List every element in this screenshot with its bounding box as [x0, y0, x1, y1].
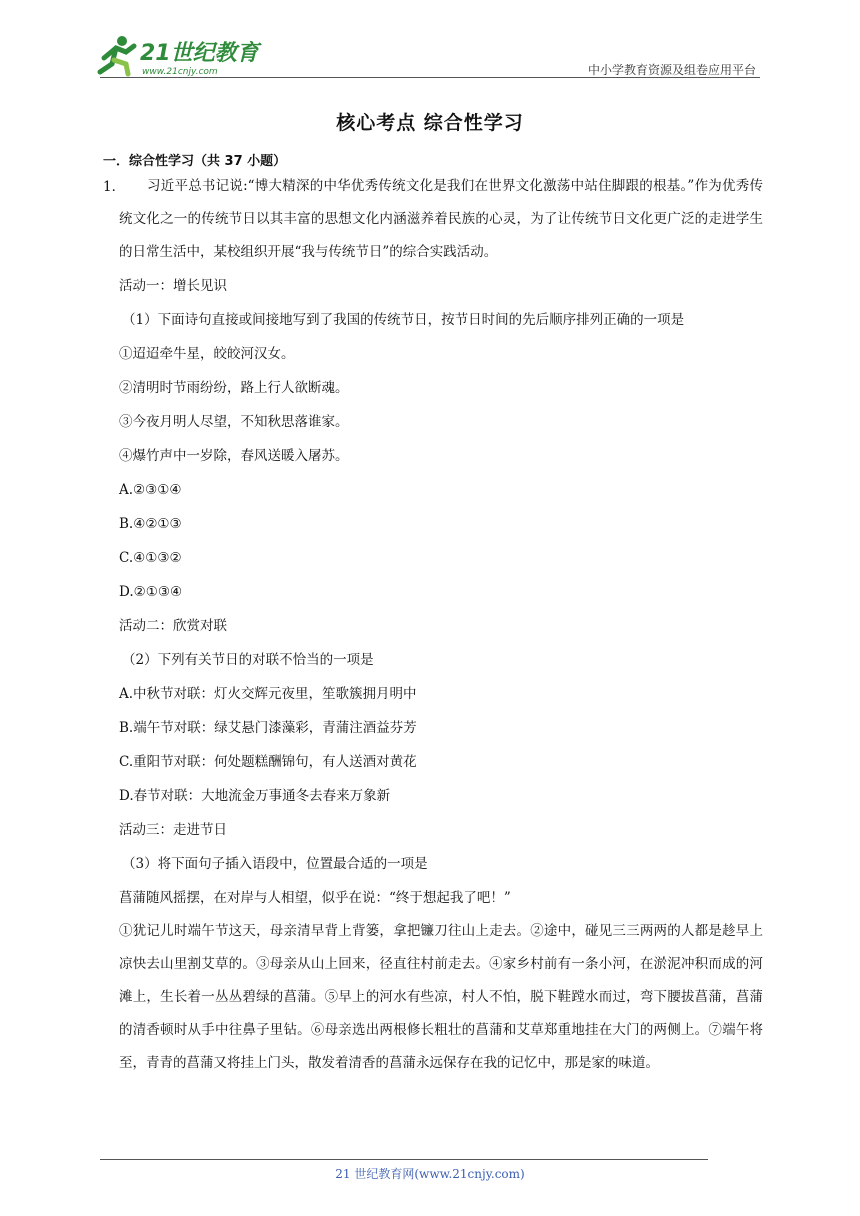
option-b: B.端午节对联：绿艾悬门漆藻彩，青蒲注酒益芬芳: [119, 720, 417, 736]
question-intro: 习近平总书记说:“博大精深的中华优秀传统文化是我们在世界文化激荡中站住脚跟的根基。”作为优秀传统文化之一的传统节日以其丰富的思想文化内涵滋养着民族的心灵，为了让传统节日文化更广泛的走进学生的日常生活中，某校组织开展“我与传统节日”的综合实践活动。: [119, 178, 763, 260]
activity-2-heading: 活动二：欣赏对联: [119, 618, 227, 634]
poem-line: ②清明时节雨纷纷，路上行人欲断魂。: [119, 380, 349, 396]
platform-name: 中小学教育资源及组卷应用平台: [587, 63, 756, 77]
site-logo[interactable]: [94, 34, 264, 80]
question-1: [103, 170, 763, 1080]
option-d: D.春节对联：大地流金万事通冬去春来万象新: [119, 788, 391, 804]
reading-passage: ①犹记儿时端午节这天，母亲清早背上背篓，拿把镰刀往山上走去。②途中，碰见三三两两的人都是趁早上凉快去山里割艾草的。③母亲从山上回来，径直往村前走去。④家乡村前有一条小河，在淤泥冲积而成的河滩上，生长着一丛丛碧绿的菖蒲。⑤早上的河水有些凉，村人不怕，脱下鞋蹚水而过，弯下腰拔菖蒲，菖蒲的清香顿时从手中往鼻子里钻。⑥母亲选出两根修长粗壮的菖蒲和艾草郑重地挂在大门的两侧上。⑦端午将至，青青的菖蒲又将挂上门头，散发着清香的菖蒲永远保存在我的记忆中，那是家的味道。: [119, 923, 763, 1071]
poem-line: ③今夜月明人尽望，不知秋思落谁家。: [119, 414, 349, 430]
option-a: A.②③①④: [119, 482, 182, 498]
insert-sentence: 菖蒲随风摇摆，在对岸与人相望，似乎在说：“终于想起我了吧！”: [119, 890, 511, 906]
option-b: B.④②①③: [119, 516, 182, 532]
footer-link[interactable]: 21 世纪教育网(www.21cnjy.com): [335, 1167, 525, 1181]
option-d: D.②①③④: [119, 584, 183, 600]
page-title: 核心考点 综合性学习: [336, 112, 524, 134]
question-content: [103, 170, 763, 1080]
option-c: C.重阳节对联：何处题糕酬锦句，有人送酒对黄花: [119, 754, 417, 770]
runner-logo-icon: [94, 34, 264, 80]
sub-question-3: （3）将下面句子插入语段中，位置最合适的一项是: [122, 856, 428, 872]
question-body: [119, 170, 763, 1080]
page-header: [0, 0, 860, 90]
poem-line: ④爆竹声中一岁除，春风送暖入屠苏。: [119, 448, 349, 464]
sub-question-1: （1）下面诗句直接或间接地写到了我国的传统节日，按节日时间的先后顺序排列正确的一项是: [122, 312, 685, 328]
sub-question-2: （2）下列有关节日的对联不恰当的一项是: [122, 652, 374, 668]
activity-1-heading: 活动一：增长见识: [119, 278, 227, 294]
section-heading: 一．综合性学习（共 37 小题）: [103, 154, 287, 169]
footer-divider: [100, 1159, 708, 1160]
poem-line: ①迢迢牵牛星，皎皎河汉女。: [119, 346, 295, 362]
option-a: A.中秋节对联：灯火交辉元夜里，笙歌簇拥月明中: [119, 686, 417, 702]
question-number: 1．: [103, 179, 126, 195]
activity-3-heading: 活动三：走进节日: [119, 822, 227, 838]
logo-text: 21世纪教育: [140, 41, 259, 66]
header-divider: [100, 77, 760, 78]
logo-url: www.21cnjy.com: [142, 67, 218, 77]
option-c: C.④①③②: [119, 550, 182, 566]
